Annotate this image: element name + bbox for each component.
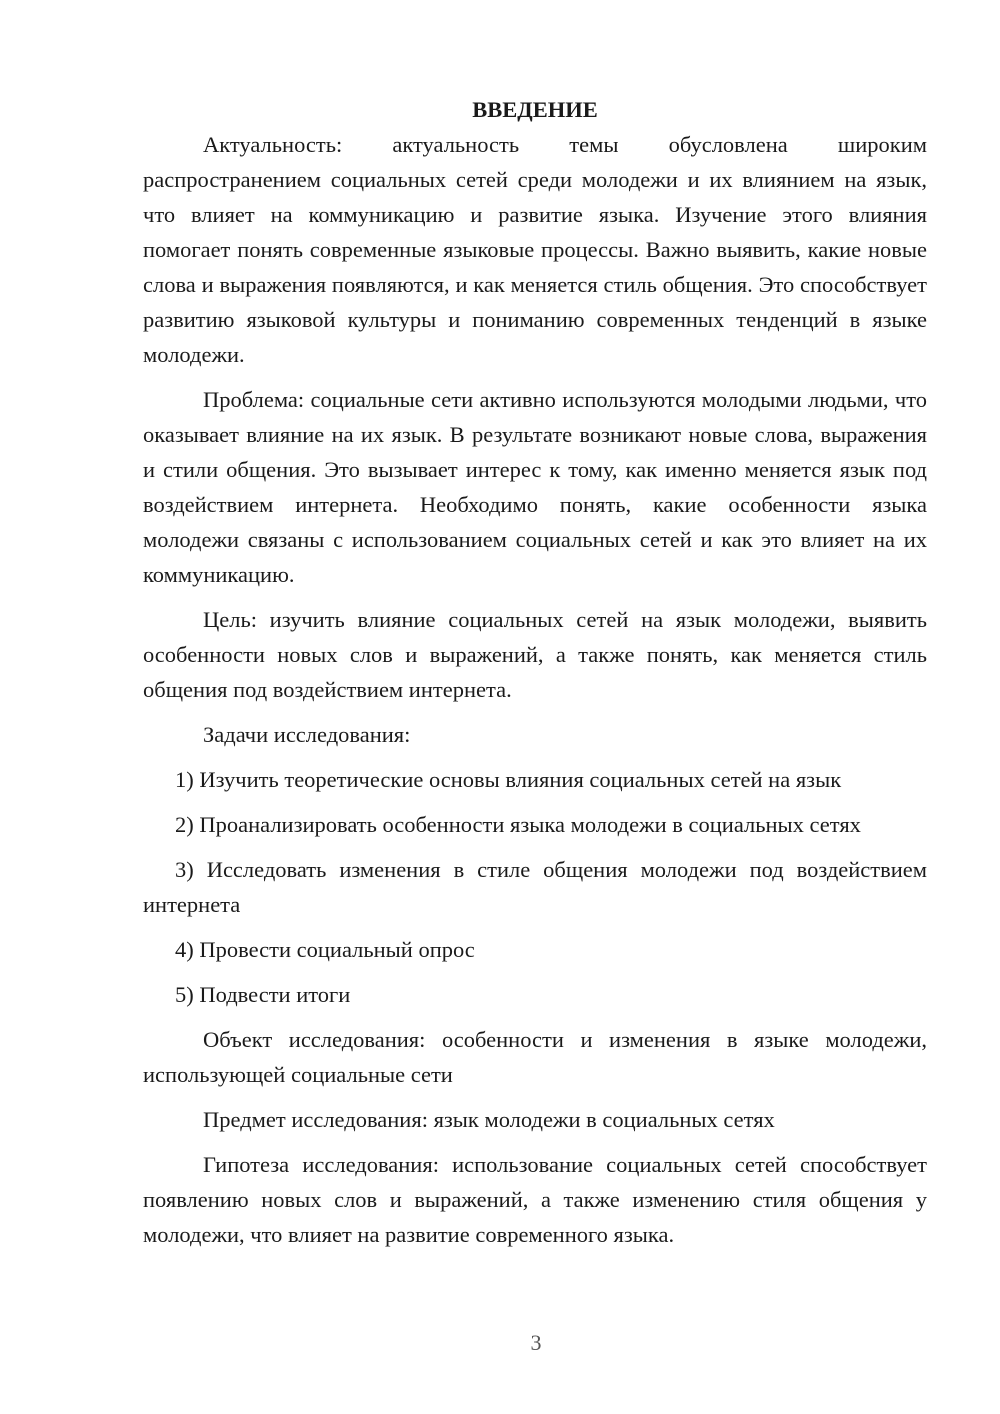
task-item-3: 3) Исследовать изменения в стиле общения молодежи под воздействием интернета — [143, 857, 927, 917]
subject-paragraph: Предмет исследования: язык молодежи в социальных сетях — [203, 1107, 775, 1132]
task-item-1: 1) Изучить теоретические основы влияния социальных сетей на язык — [175, 767, 842, 792]
task-item-5: 5) Подвести итоги — [175, 982, 351, 1007]
task-item-4: 4) Провести социальный опрос — [175, 937, 475, 962]
page-number: 3 — [530, 1330, 542, 1355]
goal-paragraph: Цель: изучить влияние социальных сетей на язык молодежи, выявить особенности новых слов и выражений, а также понять, как меняется стиль общения под воздействием интернета. — [143, 607, 927, 702]
hypothesis-paragraph: Гипотеза исследования: использование социальных сетей способствует появлению новых слов и выражений, а также изменению стиля общения у молодежи, что влияет на развитие современного языка. — [143, 1152, 927, 1247]
problem-paragraph: Проблема: социальные сети активно используются молодыми людьми, что оказывает влияние на их язык. В результате возникают новые слова, выражения и стили общения. Это вызывает интерес к тому, как именно меняется язык под воздействием интернета. Необходимо понять, какие особенности языка молодежи связаны с использованием социальных сетей и как это влияет на их коммуникацию. — [143, 387, 927, 587]
section-heading: ВВЕДЕНИЕ — [472, 97, 598, 122]
tasks-title: Задачи исследования: — [203, 722, 411, 747]
relevance-paragraph: Актуальность: актуальность темы обусловлена широким распространением социальных сетей среди молодежи и их влиянием на язык, что влияет на коммуникацию и развитие языка. Изучение этого влияния помогает понять современные языковые процессы. Важно выявить, какие новые слова и выражения появляются, и как меняется стиль общения. Это способствует развитию языковой культуры и пониманию современных тенденций в языке молодежи. — [143, 132, 927, 367]
task-item-2: 2) Проанализировать особенности языка молодежи в социальных сетях — [175, 812, 861, 837]
page-content — [143, 92, 927, 1262]
object-paragraph: Объект исследования: особенности и изменения в языке молодежи, использующей социальные сети — [143, 1027, 927, 1087]
